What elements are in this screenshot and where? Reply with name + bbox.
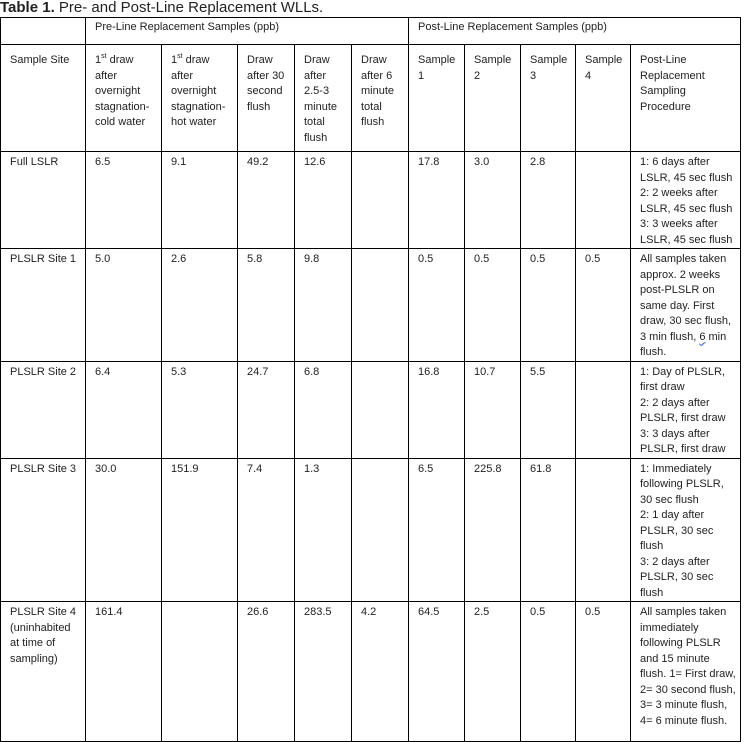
cell-d30: 5.8 <box>238 249 295 362</box>
cell-s2: 10.7 <box>465 361 521 458</box>
ordinal: 1 <box>171 54 178 66</box>
cell-cold: 6.5 <box>86 152 162 249</box>
cell-s4 <box>576 458 631 602</box>
cell-d30: 7.4 <box>238 458 295 602</box>
wll-table <box>0 17 741 742</box>
cell-d25: 12.6 <box>295 152 352 249</box>
header-sample-3: Sample 3 <box>521 45 576 152</box>
cell-d6 <box>352 152 409 249</box>
cell-s3: 61.8 <box>521 458 576 602</box>
cell-procedure: 1: 6 days after LSLR, 45 sec flush 2: 2 weeks after LSLR, 45 sec flush 3: 3 weeks after LSLR, 45 sec flush <box>631 152 741 249</box>
cell-d25: 1.3 <box>295 458 352 602</box>
header-draw-2-5min: Draw after 2.5-3 minute total flush <box>295 45 352 152</box>
cell-s1: 6.5 <box>409 458 465 602</box>
cell-s1: 16.8 <box>409 361 465 458</box>
group-header-row <box>1 18 741 45</box>
header-procedure: Post-Line Replacement Sampling Procedure <box>631 45 741 152</box>
cell-hot: 2.6 <box>162 249 238 362</box>
cell-s3: 5.5 <box>521 361 576 458</box>
header-draw-6min: Draw after 6 minute total flush <box>352 45 409 152</box>
procedure-text: min flush. <box>640 330 727 358</box>
cell-hot: 9.1 <box>162 152 238 249</box>
cell-site: Full LSLR <box>1 152 86 249</box>
caption-text: Pre- and Post-Line Replacement WLLs. <box>54 0 324 16</box>
header-sample-4: Sample 4 <box>576 45 631 152</box>
spellcheck-flagged-text: 6 <box>699 330 706 343</box>
table-row <box>1 361 741 458</box>
ordinal: 1 <box>95 54 102 66</box>
cell-procedure: 1: Day of PLSLR, first draw 2: 2 days after PLSLR, first draw 3: 3 days after PLSLR, first draw <box>631 361 741 458</box>
cell-hot <box>162 602 238 742</box>
header-first-draw-cold <box>86 45 162 152</box>
table-row <box>1 249 741 362</box>
ordinal-suffix: st <box>101 53 107 60</box>
header-first-draw-hot <box>162 45 238 152</box>
cell-s1: 64.5 <box>409 602 465 742</box>
blank-corner-cell <box>1 18 86 45</box>
table-row <box>1 458 741 602</box>
header-sample-2: Sample 2 <box>465 45 521 152</box>
caption-label: Table 1. <box>0 0 55 16</box>
cell-d6 <box>352 458 409 602</box>
cell-s2: 2.5 <box>465 602 521 742</box>
header-text: draw after overnight stagnation-cold water <box>95 54 150 128</box>
cell-site: PLSLR Site 4 (uninhabited at time of sampling) <box>1 602 86 742</box>
cell-cold: 30.0 <box>86 458 162 602</box>
ordinal-suffix: st <box>177 53 183 60</box>
cell-s2: 0.5 <box>465 249 521 362</box>
cell-procedure: All samples taken immediately following PLSLR and 15 minute flush. 1= First draw, 2= 30 second flush, 3= 3 minute flush, 4= 6 minute flush. <box>631 602 741 742</box>
cell-d6 <box>352 361 409 458</box>
cell-procedure <box>631 249 741 362</box>
table-row <box>1 602 741 742</box>
cell-cold: 6.4 <box>86 361 162 458</box>
cell-procedure: 1: Immediately following PLSLR, 30 sec flush 2: 1 day after PLSLR, 30 sec flush 3: 2 days after PLSLR, 30 sec flush <box>631 458 741 602</box>
cell-s4: 0.5 <box>576 249 631 362</box>
cell-cold: 5.0 <box>86 249 162 362</box>
header-sample-site: Sample Site <box>1 45 86 152</box>
pre-group-header: Pre-Line Replacement Samples (ppb) <box>86 18 409 45</box>
cell-d30: 24.7 <box>238 361 295 458</box>
cell-s4: 0.5 <box>576 602 631 742</box>
cell-s2: 225.8 <box>465 458 521 602</box>
header-text: draw after overnight stagnation-hot water <box>171 54 226 128</box>
cell-s1: 17.8 <box>409 152 465 249</box>
cell-d6 <box>352 249 409 362</box>
post-group-header: Post-Line Replacement Samples (ppb) <box>409 18 741 45</box>
cell-d6: 4.2 <box>352 602 409 742</box>
cell-s1: 0.5 <box>409 249 465 362</box>
cell-s3: 0.5 <box>521 602 576 742</box>
cell-d25: 283.5 <box>295 602 352 742</box>
cell-s4 <box>576 152 631 249</box>
cell-s3: 2.8 <box>521 152 576 249</box>
cell-hot: 151.9 <box>162 458 238 602</box>
column-header-row <box>1 45 741 152</box>
cell-d30: 26.6 <box>238 602 295 742</box>
cell-site: PLSLR Site 1 <box>1 249 86 362</box>
cell-d30: 49.2 <box>238 152 295 249</box>
cell-s3: 0.5 <box>521 249 576 362</box>
cell-s2: 3.0 <box>465 152 521 249</box>
cell-d25: 6.8 <box>295 361 352 458</box>
cell-hot: 5.3 <box>162 361 238 458</box>
procedure-text: All samples taken approx. 2 weeks post-PLSLR on same day. First draw, 30 sec flush, 3 min flush, <box>640 253 732 343</box>
header-sample-1: Sample 1 <box>409 45 465 152</box>
cell-cold: 161.4 <box>86 602 162 742</box>
cell-site: PLSLR Site 3 <box>1 458 86 602</box>
header-draw-30s: Draw after 30 second flush <box>238 45 295 152</box>
table-row <box>1 152 741 249</box>
cell-s4 <box>576 361 631 458</box>
cell-site: PLSLR Site 2 <box>1 361 86 458</box>
table-caption <box>0 0 323 17</box>
cell-d25: 9.8 <box>295 249 352 362</box>
